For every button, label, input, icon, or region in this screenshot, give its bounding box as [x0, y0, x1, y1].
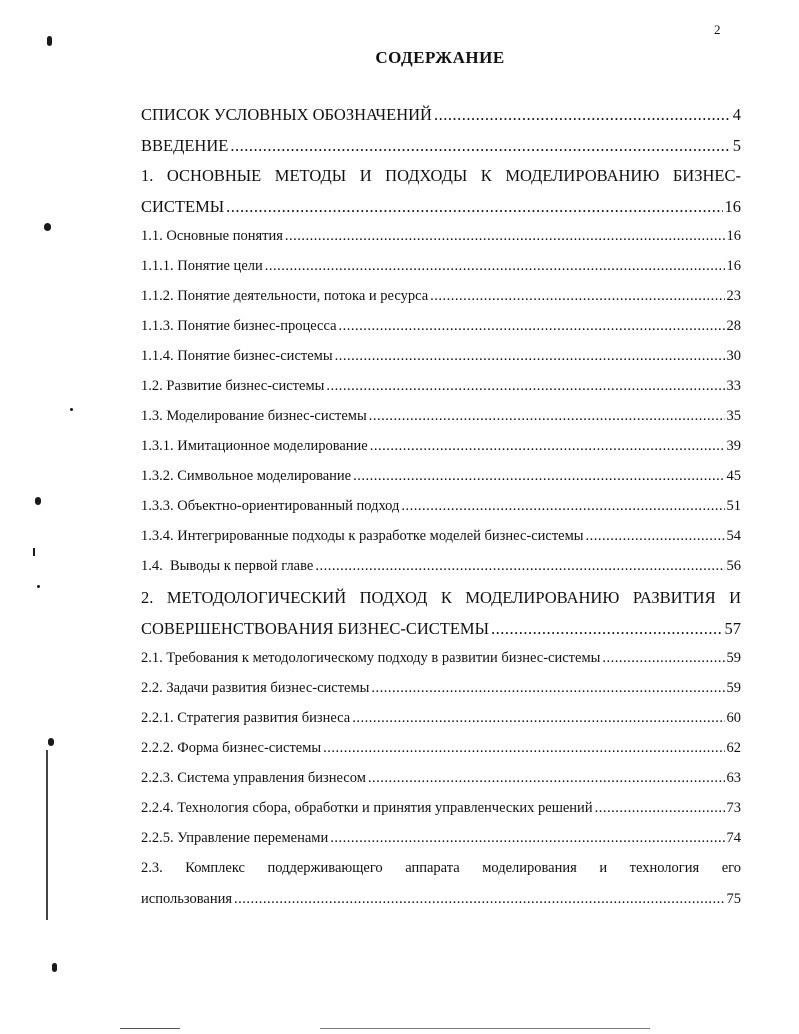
toc-entry: [141, 830, 741, 860]
toc-entry-label: 1.4. Выводы к первой главе: [141, 558, 314, 574]
scan-speck: [70, 408, 73, 411]
toc-leader-dots: [234, 891, 724, 908]
toc-entry-page: 33: [726, 378, 741, 394]
toc-entry: [141, 438, 741, 468]
toc-entry-page: 75: [726, 891, 741, 907]
toc-entry-label: использования: [141, 891, 233, 907]
scan-speck: [35, 497, 41, 505]
toc-entry-label: СИСТЕМЫ: [141, 197, 225, 216]
toc-leader-dots: [353, 468, 724, 485]
toc-entry-page: 59: [726, 680, 741, 696]
toc-entry-label: 1.2. Развитие бизнес-системы: [141, 378, 325, 394]
toc-entry-label: 1.1.1. Понятие цели: [141, 258, 263, 274]
toc-entry-label: 1.3.4. Интегрированные подходы к разработке моделей бизнес-системы: [141, 528, 584, 544]
toc-entry-label: 1.3. Моделирование бизнес-системы: [141, 408, 367, 424]
toc-entry-page: 5: [732, 136, 741, 155]
toc-entry: [141, 558, 741, 588]
toc-entry: [141, 770, 741, 800]
toc-entry: [141, 740, 741, 770]
toc-entry: [141, 619, 741, 650]
page-number: 2: [714, 22, 721, 37]
toc-entry: [141, 197, 741, 228]
toc-leader-dots: [369, 408, 725, 425]
toc-entry-page: 45: [726, 468, 741, 484]
toc-leader-dots: [491, 619, 723, 639]
table-of-contents: [141, 105, 741, 921]
toc-leader-dots: [285, 228, 725, 245]
toc-entry: [141, 528, 741, 558]
toc-entry: [141, 408, 741, 438]
toc-entry-page: 63: [726, 770, 741, 786]
toc-entry-first-line: 2.3. Комплекс поддерживающего аппарата моделирования и технология его: [141, 860, 741, 876]
toc-entry: [141, 468, 741, 498]
toc-entry-label: 2.2.4. Технология сбора, обработки и принятия управленческих решений: [141, 800, 593, 816]
toc-entry-page: 30: [726, 348, 741, 364]
toc-entry-page: 23: [726, 288, 741, 304]
toc-leader-dots: [430, 288, 724, 305]
toc-entry: [141, 498, 741, 528]
toc-entry-page: 59: [726, 650, 741, 666]
toc-leader-dots: [602, 650, 724, 667]
toc-leader-dots: [371, 680, 724, 697]
toc-entry-page: 73: [726, 800, 741, 816]
toc-leader-dots: [370, 438, 725, 455]
toc-leader-dots: [595, 800, 725, 817]
toc-entry-label: 1.3.2. Символьное моделирование: [141, 468, 352, 484]
toc-entry-page: 74: [726, 830, 741, 846]
toc-entry-page: 16: [724, 197, 741, 216]
toc-entry: [141, 650, 741, 680]
scan-speck: [48, 738, 54, 746]
toc-entry: [141, 105, 741, 136]
toc-entry: [141, 680, 741, 710]
toc-entry: [141, 228, 741, 258]
toc-entry-label: 2.1. Требования к методологическому подходу в развитии бизнес-системы: [141, 650, 601, 666]
toc-entry-label: 1.1.4. Понятие бизнес-системы: [141, 348, 333, 364]
scan-speck: [47, 36, 52, 46]
toc-entry-label: 2.2.1. Стратегия развития бизнеса: [141, 710, 351, 726]
scan-line: [320, 1028, 650, 1029]
toc-entry-label: 1.3.1. Имитационное моделирование: [141, 438, 368, 454]
toc-leader-dots: [326, 378, 724, 395]
toc-entry: [141, 710, 741, 740]
toc-leader-dots: [323, 740, 724, 757]
toc-entry-page: 28: [726, 318, 741, 334]
toc-entry-page: 35: [726, 408, 741, 424]
toc-entry-page: 57: [724, 619, 741, 638]
toc-entry-label: 2.2.2. Форма бизнес-системы: [141, 740, 322, 756]
scan-speck: [52, 963, 57, 972]
toc-leader-dots: [315, 558, 724, 575]
toc-leader-dots: [226, 197, 722, 217]
toc-entry-label: 1.1.2. Понятие деятельности, потока и ресурса: [141, 288, 429, 304]
toc-entry-page: 16: [726, 258, 741, 274]
toc-leader-dots: [335, 348, 725, 365]
toc-entry-page: 62: [726, 740, 741, 756]
toc-leader-dots: [434, 105, 731, 125]
scan-speck: [33, 548, 35, 556]
toc-leader-dots: [230, 136, 730, 156]
toc-entry-first-line: 2. МЕТОДОЛОГИЧЕСКИЙ ПОДХОД К МОДЕЛИРОВАНИЮ РАЗВИТИЯ И: [141, 588, 741, 607]
scan-line: [120, 1028, 180, 1029]
toc-entry-label: 1.3.3. Объектно-ориентированный подход: [141, 498, 400, 514]
toc-leader-dots: [401, 498, 724, 515]
toc-entry-label: ВВЕДЕНИЕ: [141, 136, 229, 155]
toc-entry: [141, 378, 741, 408]
toc-entry: [141, 318, 741, 348]
toc-leader-dots: [368, 770, 725, 787]
toc-entry-label: 2.2. Задачи развития бизнес-системы: [141, 680, 370, 696]
toc-entry-label: 2.2.3. Система управления бизнесом: [141, 770, 366, 786]
toc-entry-page: 39: [726, 438, 741, 454]
toc-entry-label: СОВЕРШЕНСТВОВАНИЯ БИЗНЕС-СИСТЕМЫ: [141, 619, 489, 638]
toc-entry-label: СПИСОК УСЛОВНЫХ ОБОЗНАЧЕНИЙ: [141, 105, 432, 124]
toc-entry-page: 54: [726, 528, 741, 544]
scan-speck: [44, 223, 51, 231]
toc-entry-label: 1.1.3. Понятие бизнес-процесса: [141, 318, 337, 334]
toc-leader-dots: [352, 710, 724, 727]
toc-entry: [141, 348, 741, 378]
scan-line: [46, 750, 48, 920]
toc-entry: [141, 136, 741, 166]
toc-entry-page: 4: [732, 105, 741, 124]
toc-entry-label: 2.2.5. Управление переменами: [141, 830, 329, 846]
toc-entry: [141, 258, 741, 288]
toc-entry-page: 16: [726, 228, 741, 244]
toc-leader-dots: [339, 318, 725, 335]
toc-entry-page: 51: [726, 498, 741, 514]
toc-entry-first-line: 1. ОСНОВНЫЕ МЕТОДЫ И ПОДХОДЫ К МОДЕЛИРОВАНИЮ БИЗНЕС-: [141, 166, 741, 185]
toc-entry: [141, 800, 741, 830]
toc-leader-dots: [586, 528, 725, 545]
page-title: СОДЕРЖАНИЕ: [375, 48, 505, 67]
toc-entry-label: 1.1. Основные понятия: [141, 228, 283, 244]
toc-entry: [141, 288, 741, 318]
toc-leader-dots: [330, 830, 724, 847]
toc-entry-page: 56: [726, 558, 741, 574]
toc-entry-page: 60: [726, 710, 741, 726]
scan-speck: [37, 585, 40, 588]
toc-leader-dots: [265, 258, 725, 275]
toc-entry: [141, 891, 741, 921]
